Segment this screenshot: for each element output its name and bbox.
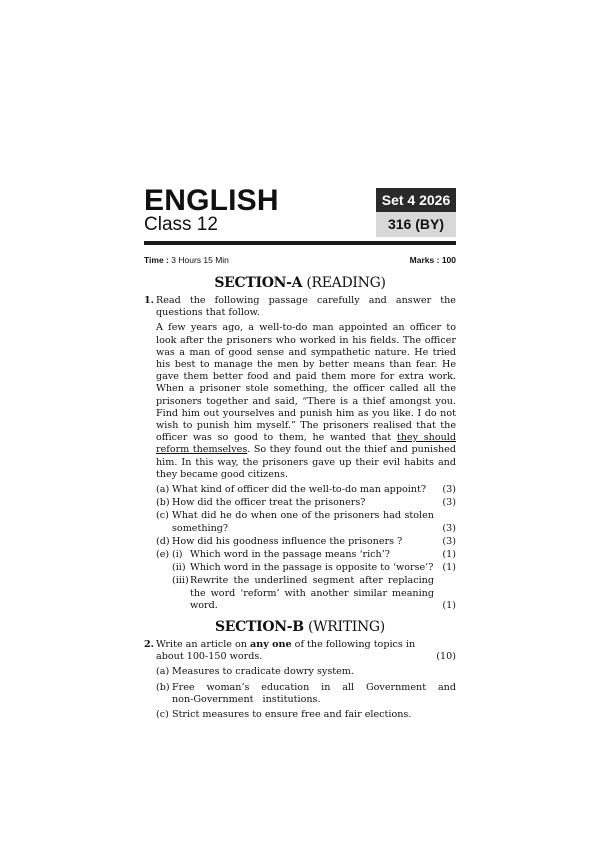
sub-question-marks: (3) (442, 484, 456, 496)
class-label: Class 12 (144, 214, 218, 235)
time-value: 3 Hours 15 Min (171, 255, 229, 265)
sub-question-marks: (3) (442, 522, 456, 534)
sub-question (156, 536, 456, 548)
sub-question-marks: (3) (442, 535, 456, 547)
section-b-subtitle: (WRITING) (307, 619, 385, 636)
sub-question-label: (b) (156, 497, 170, 509)
question-marks: (10) (436, 651, 456, 663)
instruction-start: Write an article on (156, 639, 251, 651)
option-text: Free woman’s education in all Government and non-Government institutions. (172, 681, 456, 705)
roman-label: (ii) (172, 562, 186, 574)
underlined-segment: they should reform themselves (156, 432, 457, 456)
sub-question-e-ii (156, 562, 456, 574)
time-label: Time : (144, 255, 169, 265)
section-b-title (144, 618, 456, 636)
paper-meta (144, 255, 456, 266)
option-label: (c) (156, 709, 169, 721)
option-label: (b) (156, 681, 170, 693)
sub-question-marks: (3) (442, 497, 456, 509)
option-label: (a) (156, 666, 170, 678)
section-a-name: SECTION-A (214, 275, 303, 291)
topic-option (156, 666, 456, 678)
section-b-name: SECTION-B (215, 619, 304, 636)
sub-question-text: Which word in the passage means ‘rich’? (190, 549, 390, 561)
question-2 (144, 639, 456, 721)
sub-question-label: (a) (156, 484, 170, 496)
sub-question-e (156, 549, 456, 561)
roman-label: (iii) (172, 575, 189, 587)
passage-text: A few years ago, a well-to-do man appointed an officer to look after the prisoners who worked in his fields. The officer was a man of good sense and sympathetic nature. He tried his best to manage the men by better means than fear. He gave them better food and paid them more for extra work. When a prisoner stole something, the officer called all the prisoners together and said, “There is a thief amongst you. Find him out yourselves and punish him as you like. I do not wish to punish him myself.” The prisoners realised that the officer was so good to them, he wanted that (156, 322, 456, 444)
sub-question-label: (d) (156, 535, 170, 547)
question-instruction: Read the following passage carefully and answer the questions that follow. (156, 295, 456, 319)
marks-info (410, 255, 456, 266)
sub-question-text: What did he do when one of the prisoners had stolen something? (172, 510, 434, 534)
roman-label: (i) (172, 549, 183, 561)
marks-value: 100 (441, 255, 456, 265)
sub-question-marks: (1) (442, 562, 456, 574)
topic-option (156, 682, 456, 706)
sub-question-e-iii (156, 575, 456, 612)
question-number: 2. (144, 639, 155, 651)
sub-question-text: What kind of officer did the well-to-do man appoint? (172, 484, 426, 496)
set-badge: Set 4 2026 (376, 188, 456, 212)
exam-page (144, 185, 456, 721)
sub-question (156, 497, 456, 509)
question-number: 1. (144, 295, 155, 306)
sub-question-marks: (1) (442, 599, 456, 611)
time-info (144, 255, 229, 266)
marks-label: Marks : (409, 255, 440, 265)
question-instruction (156, 639, 456, 663)
instruction-text (156, 639, 430, 663)
passage-text-end: . So they found out the thief and punished him. In this way, the prisoners gave up their evil habits and they became good citizens. (156, 444, 456, 480)
subject-title: ENGLISH (144, 184, 279, 217)
header-rule (144, 241, 456, 245)
sub-question-label: (c) (156, 510, 169, 522)
option-text: Strict measures to ensure free and fair elections. (172, 709, 412, 721)
sub-question (156, 484, 456, 496)
sub-question (156, 510, 456, 534)
sub-question-label: (e) (156, 549, 170, 561)
instruction-bold: any one (250, 639, 292, 651)
option-text: Measures to cradicate dowry system. (172, 666, 354, 678)
topic-option (156, 709, 456, 721)
sub-question-text: How did the officer treat the prisoners? (172, 497, 366, 509)
section-a-subtitle: (READING) (306, 275, 386, 291)
sub-question-text: Rewrite the underlined segment after replacing the word ‘reform’ with another similar meaning word. (190, 575, 434, 611)
paper-header (144, 185, 456, 241)
reading-passage (156, 322, 456, 481)
instruction-end: of the following topics in about 100-150 words. (156, 639, 416, 663)
section-a-title (144, 274, 456, 292)
sub-question-marks: (1) (442, 549, 456, 561)
paper-code-badge: 316 (BY) (376, 212, 456, 237)
sub-question-text: How did his goodness influence the prisoners ? (172, 535, 403, 547)
sub-question-text: Which word in the passage is opposite to ‘worse’? (190, 562, 434, 574)
question-1 (144, 295, 456, 612)
